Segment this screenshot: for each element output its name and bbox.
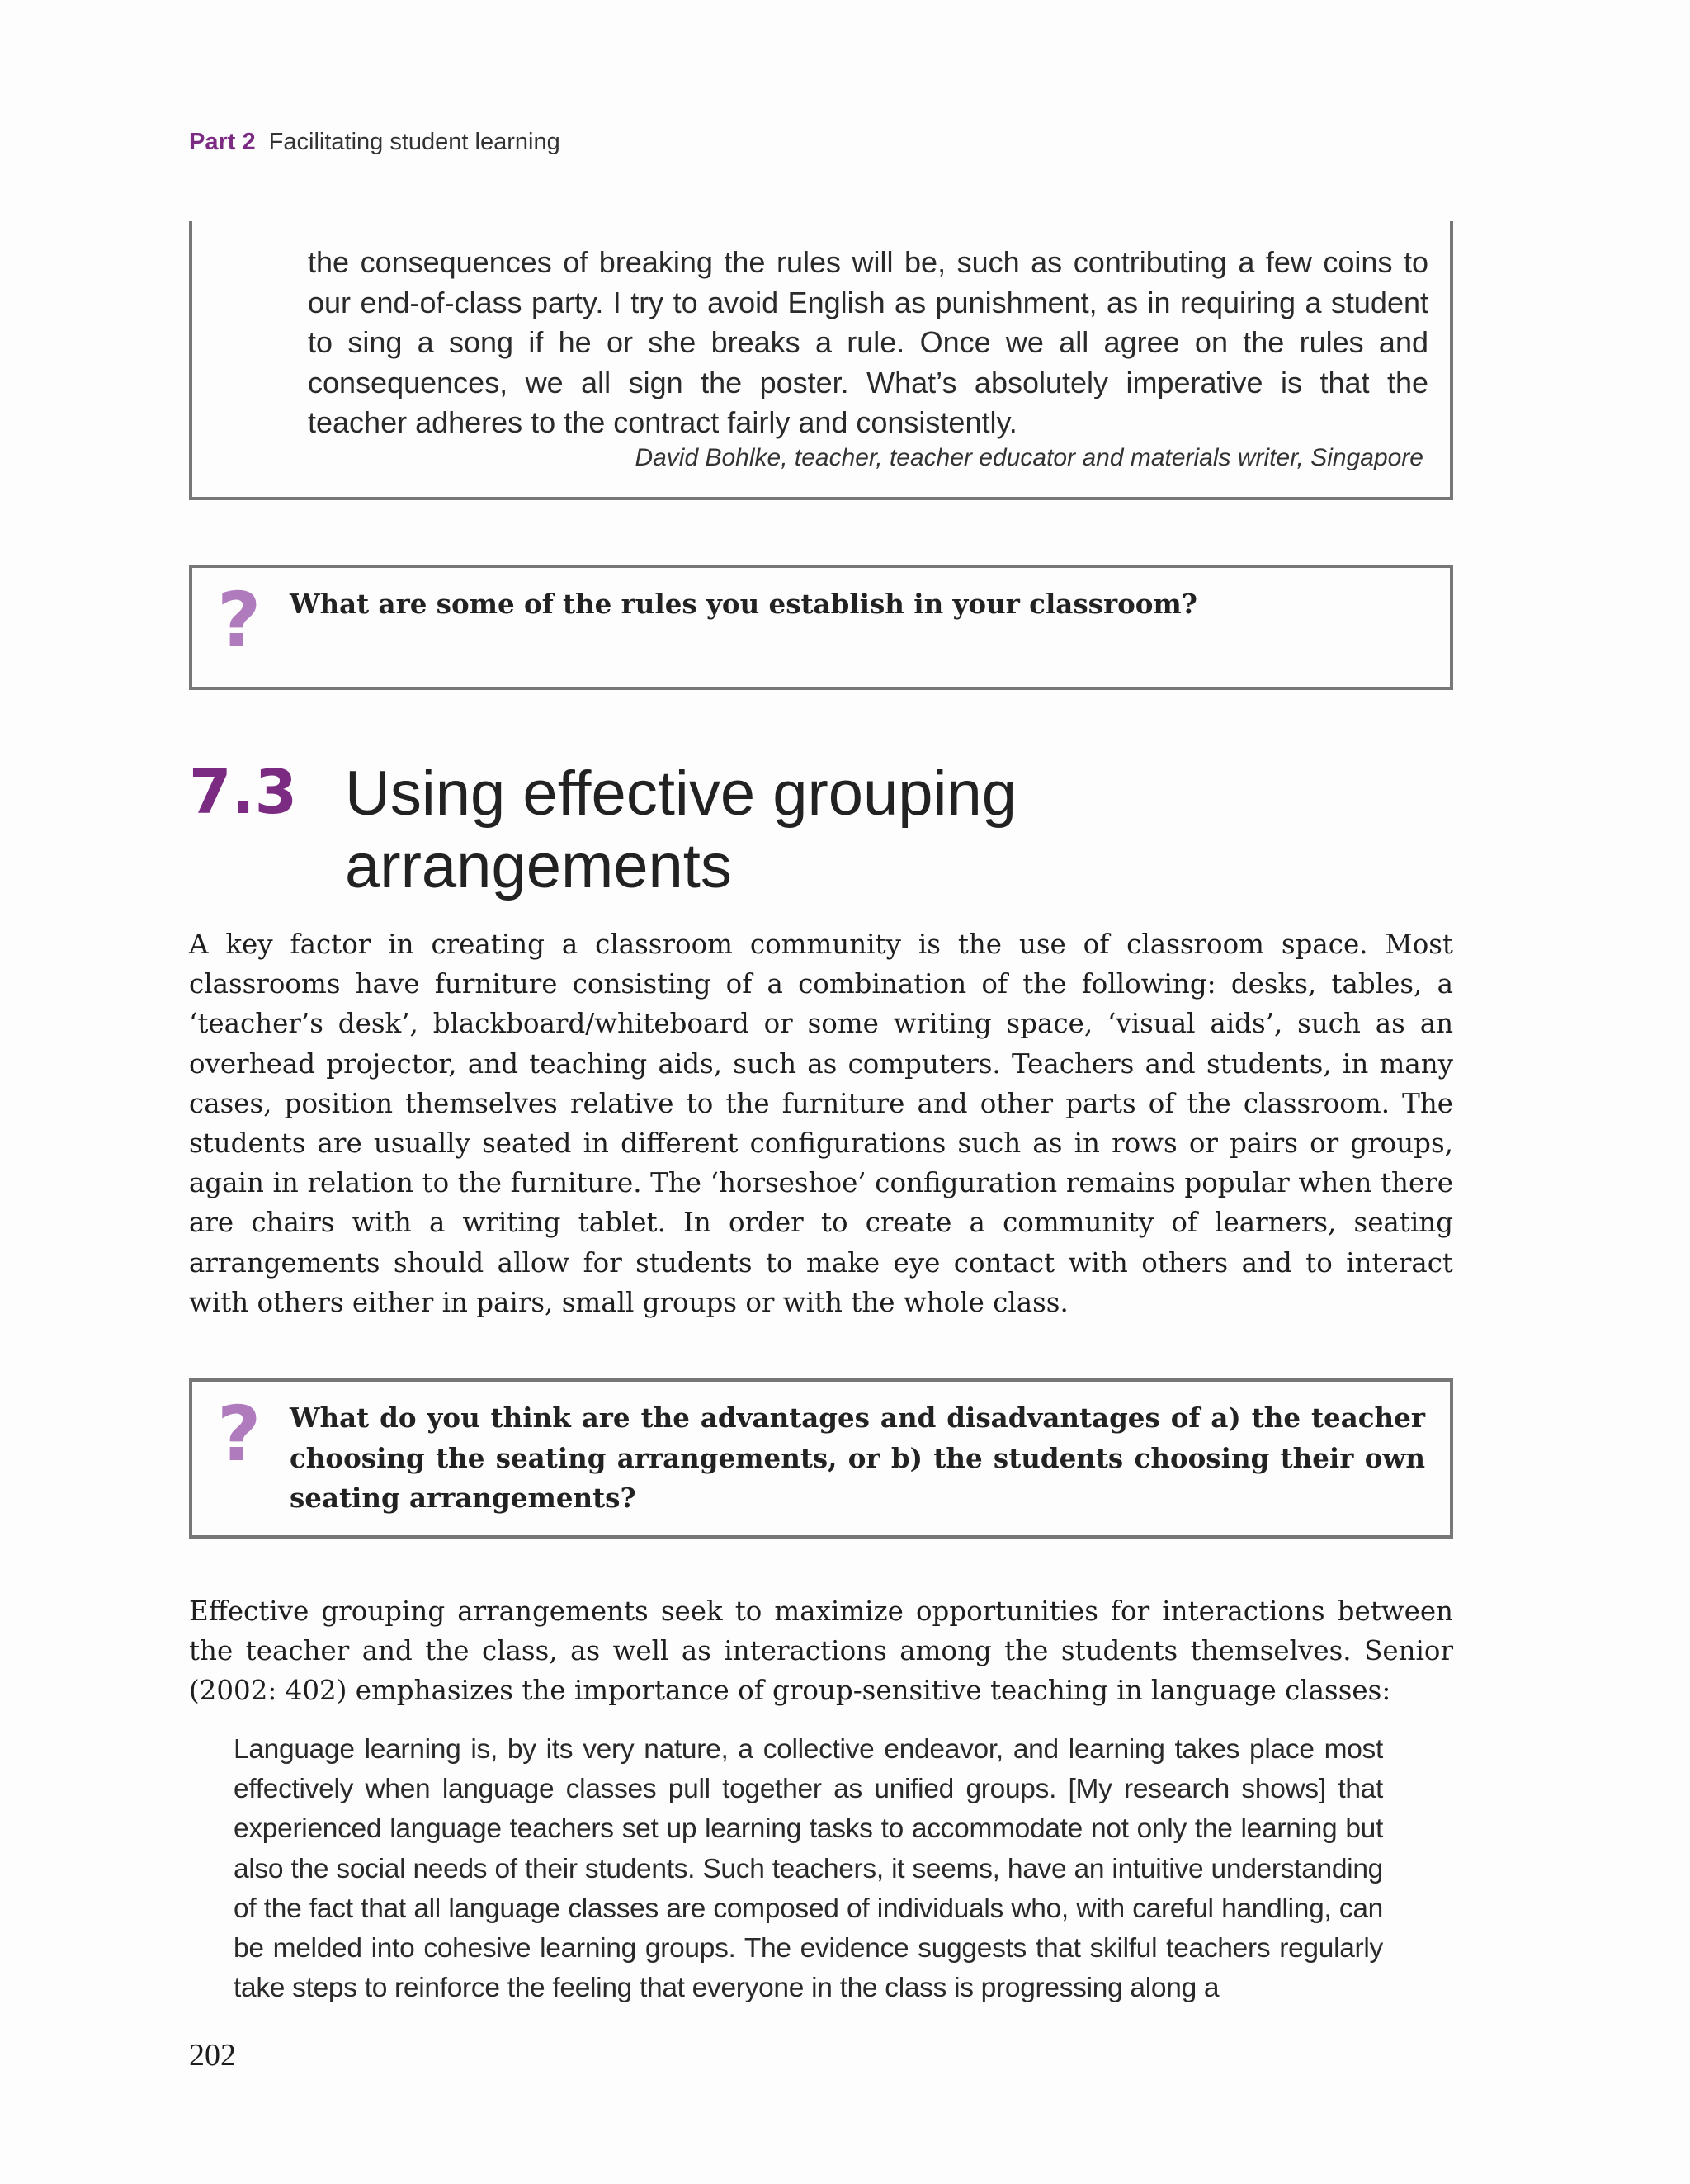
body-paragraph: A key factor in creating a classroom community is the use of classroom space. Most classrooms have furniture consisting of a combination of the following: desks, tables, a ‘teacher’s desk’, blackboard/whiteboard or some writing space, ‘visual aids’, such as an overhead projector, and teaching aids, such as computers. Teachers and students, in many cases, position themselves relative to the furniture and other parts of the classroom. The students are usually seated in different configurations such as in rows or pairs or groups, again in relation to the furniture. The ‘horseshoe’ configuration remains popular when there are chairs with a writing tablet. In order to create a community of learners, seating arrangements should allow for students to make eye contact with others and to interact with others either in pairs, small groups or with the whole class. [189, 929, 1453, 1318]
teacher-quote-box [189, 221, 1453, 500]
part-title: Facilitating student learning [268, 129, 560, 155]
reflection-question-box-1 [189, 565, 1453, 690]
section-number: 7.3 [189, 757, 298, 828]
section-title: Using effective grouping arrangements [345, 759, 1017, 901]
page-number: 202 [189, 2038, 236, 2073]
teacher-quote-attribution: David Bohlke, teacher, teacher educator and materials writer, Singapore [635, 444, 1423, 471]
reflection-question-text: What are some of the rules you establish in your classroom? [290, 588, 1197, 620]
body-paragraph: Effective grouping arrangements seek to maximize opportunities for interactions between the teacher and the class, as well as interactions among the students themselves. Senior (2002: 402) emphasizes the importance of group-sensitive teaching in language classes: [189, 1595, 1453, 1707]
question-mark-icon: ? [217, 1390, 262, 1478]
running-head [189, 129, 560, 156]
block-quotation: Language learning is, by its very nature, a collective endeavor, and learning takes place most effectively when language classes pull together as unified groups. [My research shows] that experienced language teachers set up learning tasks to accommodate not only the learning but also the social needs of their students. Such teachers, it seems, have an intuitive understanding of the fact that all language classes are composed of individuals who, with careful handling, can be melded into cohesive learning groups. The evidence suggests that skilful teachers regularly take steps to reinforce the feeling that everyone in the class is progressing along a [234, 1734, 1383, 2004]
reflection-question-text: What do you think are the advantages and disadvantages of a) the teacher choosing the seating arrangements, or b) the students choosing their own seating arrangements? [290, 1402, 1425, 1514]
teacher-quote-text: the consequences of breaking the rules will be, such as contributing a few coins to our end-of-class party. I try to avoid English as punishment, as in requiring a student to sing a song if he or she breaks a rule. Once we all agree on the rules and consequences, we all sign the poster. What’s absolutely imperative is that the teacher adheres to the contract fairly and consistently. [308, 245, 1428, 439]
reflection-question-box-2 [189, 1378, 1453, 1539]
part-label: Part 2 [189, 129, 256, 155]
question-mark-icon: ? [217, 576, 262, 664]
